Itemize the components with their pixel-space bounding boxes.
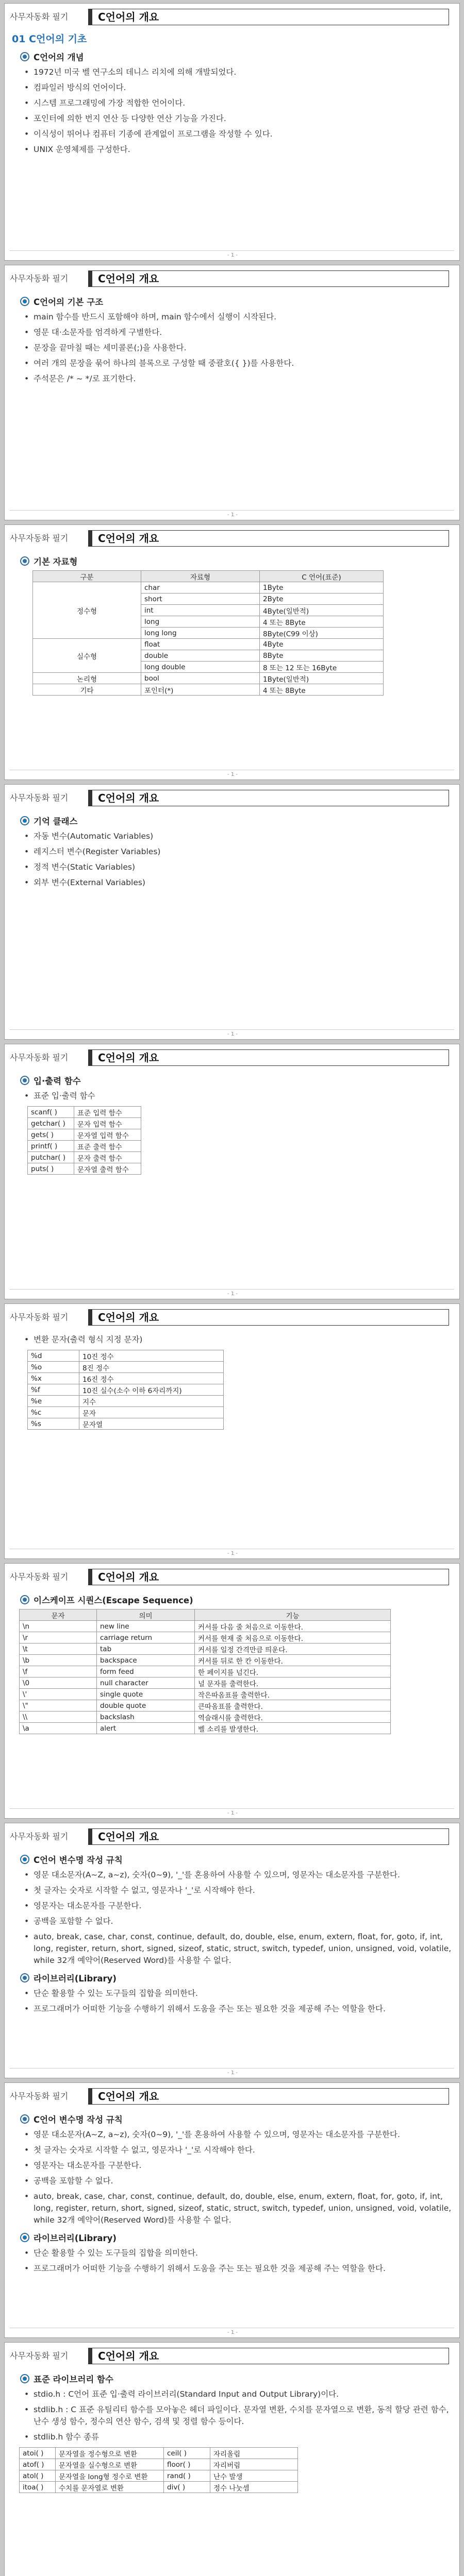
table-cell: 문자: [79, 1407, 224, 1418]
table-row: [20, 2482, 298, 2493]
table-row: [20, 2470, 298, 2482]
table-cell: carriage return: [97, 1632, 195, 1643]
table-cell: 8Byte: [260, 650, 384, 662]
table-row: [33, 684, 384, 696]
table-header-cell: 의미: [97, 1609, 195, 1621]
table-cell: char: [141, 582, 260, 594]
page-header: [5, 1569, 460, 1585]
page-9: [4, 2082, 460, 2338]
table-cell: 문자열을 실수형으로 변환: [56, 2459, 164, 2470]
page-2: [4, 265, 460, 520]
bullet-item: • 공백을 포함할 수 없다.: [12, 1916, 452, 1927]
header-subject: 사무자동화 필기: [10, 533, 69, 543]
footer-divider: [10, 2068, 454, 2069]
table-cell: \r: [20, 1632, 97, 1643]
header-title-box: [88, 1828, 449, 1845]
table-cell: 커서를 뒤로 한 칸 이동한다.: [195, 1655, 391, 1666]
table-header-cell: C 언어(표준): [260, 571, 384, 582]
target-bullet-icon: [20, 2374, 29, 2383]
bullet-item: • 단순 활용할 수 있는 도구들의 집합을 의미한다.: [12, 1988, 452, 1999]
bullet-item: • stdlib.h : C 표준 유틸리티 함수를 모아놓은 헤더 파일이다. 문자열 변환, 수치를 문자열으로 변환, 동적 할당 관련 함수, 난수 생성 함수, 정수의 연산 함수, 검색 및 정렬 함수 등이다.: [12, 2404, 452, 2428]
table-cell: div( ): [164, 2482, 210, 2493]
page-content: [12, 2108, 452, 2278]
bullet-item: • stdio.h : C언어 표준 입·출력 라이브러리(Standard Input and Output Library)이다.: [12, 2388, 452, 2400]
table-row: [28, 1362, 224, 1373]
table-cell: %o: [28, 1362, 79, 1373]
page-6: [4, 1303, 460, 1559]
section-title: 이스케이프 시퀀스(Escape Sequence): [34, 1596, 193, 1605]
page-number: - 1 -: [227, 1031, 238, 1037]
table-cell: %f: [28, 1384, 79, 1396]
table-row: [20, 1621, 391, 1632]
target-bullet-icon: [20, 1973, 29, 1982]
bullet-item: • auto, break, case, char, const, continue, default, do, double, else, enum, extern, float, for, goto, if, int, long, register, return, short, signed, sizeof, static, struct, switch, typedef, union, unsigned, void, volatile, while 32개 예약어(Reserved Word)를 사용할 수 없다.: [12, 1931, 452, 1967]
page-content: [12, 1329, 452, 1430]
table-cell: bool: [141, 673, 260, 684]
bullet-item: • 영문 대·소문자를 엄격하게 구별한다.: [12, 327, 452, 338]
table-cell: 작은따옴표를 출력한다.: [195, 1689, 391, 1700]
header-title-box: [88, 1569, 449, 1585]
table-cell: 문자열을 정수형으로 변환: [56, 2448, 164, 2459]
header-title: C언어의 개요: [98, 792, 159, 804]
bullet-item: • 주석문은 /* ~ */로 표기한다.: [12, 373, 452, 385]
table-cell: getchar( ): [28, 1118, 74, 1129]
table-cell: short: [141, 594, 260, 605]
table-cell: 16진 정수: [79, 1373, 224, 1384]
page-1: [4, 3, 460, 261]
header-title: C언어의 개요: [98, 11, 159, 23]
page-10: [4, 2342, 460, 2576]
table-cell: gets( ): [28, 1129, 74, 1141]
bullet-item: • 영문 대소문자(A~Z, a~z), 숫자(0~9), '_'를 혼용하여 사용할 수 있으며, 영문자는 대소문자를 구분한다.: [12, 1869, 452, 1881]
table-cell: 4 또는 8Byte: [260, 684, 384, 696]
bullet-item: • stdlib.h 함수 종류: [12, 2431, 452, 2443]
section-heading: [20, 2113, 452, 2125]
table-cell: 정수 나눗셈: [210, 2482, 298, 2493]
footer-divider: [10, 510, 454, 511]
table-row: [33, 673, 384, 684]
table-row: [20, 1711, 391, 1723]
table-cell: atof( ): [20, 2459, 56, 2470]
table-row: [28, 1373, 224, 1384]
bullet-item: • 공백을 포함할 수 없다.: [12, 2175, 452, 2187]
section-title: 기본 자료형: [34, 557, 78, 567]
table-cell: null character: [97, 1677, 195, 1689]
data-type-table: [32, 570, 384, 696]
page-content: [12, 290, 452, 388]
table-row: [20, 1655, 391, 1666]
table-cell: double: [141, 650, 260, 662]
table-cell: 지수: [79, 1396, 224, 1407]
target-bullet-icon: [20, 2233, 29, 2242]
header-title-box: [88, 9, 449, 25]
bullet-item: • 표준 입·출력 함수: [12, 1090, 452, 1102]
table-header-cell: 문자: [20, 1609, 97, 1621]
header-title-box: [88, 1049, 449, 1066]
table-cell: 4Byte(일반적): [260, 605, 384, 616]
header-title: C언어의 개요: [98, 1831, 159, 1843]
section-title: 기억 클래스: [34, 817, 78, 826]
page-header: [5, 2088, 460, 2105]
section-heading: [20, 295, 452, 308]
page-content: [12, 1588, 452, 1734]
header-title: C언어의 개요: [98, 2350, 159, 2362]
header-title: C언어의 개요: [98, 273, 159, 285]
table-cell: %s: [28, 1418, 79, 1430]
table-cell: 8진 정수: [79, 1362, 224, 1373]
table-cell: alert: [97, 1723, 195, 1734]
header-subject: 사무자동화 필기: [10, 2091, 69, 2101]
table-cell: tab: [97, 1643, 195, 1655]
header-subject: 사무자동화 필기: [10, 12, 69, 22]
table-row: [28, 1107, 141, 1118]
table-cell: 문자열 출력 함수: [74, 1163, 141, 1175]
table-cell: form feed: [97, 1666, 195, 1677]
table-cell: long double: [141, 662, 260, 673]
chapter-title: 01 C언어의 기초: [12, 33, 87, 45]
table-cell: long long: [141, 628, 260, 639]
section-heading: [20, 2231, 452, 2244]
section-heading: [20, 815, 452, 827]
bullet-item: • 정적 변수(Static Variables): [12, 861, 452, 873]
section-heading: [20, 1972, 452, 1984]
section-title: 표준 라이브러리 함수: [34, 2375, 113, 2384]
page-number: - 1 -: [227, 2330, 238, 2335]
header-subject: 사무자동화 필기: [10, 1053, 69, 1062]
table-cell: 역슬래시를 출력한다.: [195, 1711, 391, 1723]
table-cell: \f: [20, 1666, 97, 1677]
header-title-box: [88, 790, 449, 806]
bullet-item: • 프로그래머가 어떠한 기능을 수행하기 위해서 도움을 주는 또는 필요한 것을 제공해 주는 역할을 한다.: [12, 2003, 452, 2015]
table-row: [20, 2459, 298, 2470]
table-header-cell: 구분: [33, 571, 141, 582]
table-cell: double quote: [97, 1700, 195, 1711]
bullet-item: • 영문자는 대소문자를 구분한다.: [12, 1900, 452, 1912]
table-row: [33, 639, 384, 650]
table-cell: \a: [20, 1723, 97, 1734]
header-title: C언어의 개요: [98, 2090, 159, 2103]
bullet-item: • 문장을 끝마칠 때는 세미콜론(;)을 사용한다.: [12, 342, 452, 354]
table-cell: 문자열 입력 함수: [74, 1129, 141, 1141]
bullet-item: • 첫 글자는 숫자로 시작할 수 없고, 영문자나 '_'로 시작해야 한다.: [12, 2144, 452, 2156]
table-cell: ceil( ): [164, 2448, 210, 2459]
bullet-item: • 레지스터 변수(Register Variables): [12, 846, 452, 858]
table-row: [28, 1384, 224, 1396]
section-heading: [20, 1853, 452, 1866]
table-row: [20, 1689, 391, 1700]
table-cell: 문자열을 long형 정수로 변환: [56, 2470, 164, 2482]
table-cell: long: [141, 616, 260, 628]
table-cell: 표준 출력 함수: [74, 1141, 141, 1152]
table-row: [28, 1118, 141, 1129]
bullet-item: • 첫 글자는 숫자로 시작할 수 없고, 영문자나 '_'로 시작해야 한다.: [12, 1885, 452, 1896]
page-number: - 1 -: [227, 1810, 238, 1816]
section-title: C언어 변수명 작성 규칙: [34, 1855, 123, 1865]
page-7: [4, 1563, 460, 1819]
table-row: [28, 1129, 141, 1141]
bullet-item: • 컴파일러 방식의 언어이다.: [12, 82, 452, 94]
target-bullet-icon: [20, 816, 29, 825]
table-cell: \': [20, 1689, 97, 1700]
table-cell: %d: [28, 1350, 79, 1362]
header-subject: 사무자동화 필기: [10, 1572, 69, 1582]
table-cell: \b: [20, 1655, 97, 1666]
table-row: [33, 582, 384, 594]
section-heading: [20, 50, 452, 63]
target-bullet-icon: [20, 1076, 29, 1085]
table-cell: \t: [20, 1643, 97, 1655]
page-number: - 1 -: [227, 252, 238, 258]
bullet-item: • 포인터에 의한 번지 연산 등 다양한 연산 기능을 가진다.: [12, 113, 452, 125]
page-3: [4, 524, 460, 780]
bullet-item: • 영문 대소문자(A~Z, a~z), 숫자(0~9), '_'를 혼용하여 사용할 수 있으며, 영문자는 대소문자를 구분한다.: [12, 2129, 452, 2141]
table-cell: 커서를 현재 줄 처음으로 이동한다.: [195, 1632, 391, 1643]
table-cell: 포인터(*): [141, 684, 260, 696]
header-title: C언어의 개요: [98, 1052, 159, 1064]
footer-divider: [10, 1289, 454, 1290]
header-title-box: [88, 2088, 449, 2105]
table-cell: atol( ): [20, 2470, 56, 2482]
table-header-cell: 기능: [195, 1609, 391, 1621]
table-cell: printf( ): [28, 1141, 74, 1152]
table-cell: int: [141, 605, 260, 616]
bullet-item: • 영문자는 대소문자를 구분한다.: [12, 2160, 452, 2172]
table-cell: 난수 발생: [210, 2470, 298, 2482]
table-row: [28, 1396, 224, 1407]
section-heading: [20, 1074, 452, 1087]
table-row: [28, 1407, 224, 1418]
section-heading: [20, 2372, 452, 2385]
table-row: [20, 1700, 391, 1711]
table-cell: 1Byte: [260, 582, 384, 594]
page-header: [5, 270, 460, 287]
section-heading: [20, 555, 452, 567]
table-cell: putchar( ): [28, 1152, 74, 1163]
table-cell: \\: [20, 1711, 97, 1723]
page-header: [5, 790, 460, 806]
section-title: 라이브러리(Library): [34, 2233, 117, 2243]
section-title: 입·출력 함수: [34, 1076, 81, 1086]
header-subject: 사무자동화 필기: [10, 1312, 69, 1322]
table-cell: 벨 소리를 발생한다.: [195, 1723, 391, 1734]
group-cell: 기타: [33, 684, 141, 696]
table-cell: 문자 입력 함수: [74, 1118, 141, 1129]
page-number: - 1 -: [227, 2070, 238, 2076]
header-subject: 사무자동화 필기: [10, 793, 69, 803]
bullet-item: • 시스템 프로그래밍에 가장 적합한 언어이다.: [12, 97, 452, 109]
table-row: [20, 1666, 391, 1677]
table-cell: 8 또는 12 또는 16Byte: [260, 662, 384, 673]
table-cell: 8Byte(C99 이상): [260, 628, 384, 639]
table-cell: 커서를 일정 간격만큼 띄운다.: [195, 1643, 391, 1655]
table-cell: %e: [28, 1396, 79, 1407]
table-cell: 1Byte(일반적): [260, 673, 384, 684]
target-bullet-icon: [20, 52, 29, 61]
header-title-box: [88, 2348, 449, 2364]
page-content: [12, 809, 452, 892]
table-cell: floor( ): [164, 2459, 210, 2470]
table-cell: %c: [28, 1407, 79, 1418]
page-number: - 1 -: [227, 1291, 238, 1297]
bullet-item: • 자동 변수(Automatic Variables): [12, 831, 452, 842]
table-row: [20, 1643, 391, 1655]
header-title-box: [88, 530, 449, 547]
table-cell: 문자 출력 함수: [74, 1152, 141, 1163]
table-cell: 10진 정수: [79, 1350, 224, 1362]
target-bullet-icon: [20, 297, 29, 306]
page-content: [12, 1069, 452, 1175]
table-cell: atoi( ): [20, 2448, 56, 2459]
page-5: [4, 1044, 460, 1299]
table-header-row: [33, 571, 384, 582]
page-number: - 1 -: [227, 512, 238, 518]
bullet-item: • main 함수를 반드시 포함해야 하며, main 함수에서 실행이 시작된다.: [12, 311, 452, 323]
table-cell: 2Byte: [260, 594, 384, 605]
table-cell: 널 문자를 출력한다.: [195, 1677, 391, 1689]
table-cell: 수치를 문자열로 변환: [56, 2482, 164, 2493]
table-cell: 4Byte: [260, 639, 384, 650]
header-title: C언어의 개요: [98, 1571, 159, 1583]
page-header: [5, 1828, 460, 1845]
table-cell: new line: [97, 1621, 195, 1632]
footer-divider: [10, 1029, 454, 1030]
bullet-item: • 단순 활용할 수 있는 도구들의 집합을 의미한다.: [12, 2247, 452, 2259]
target-bullet-icon: [20, 556, 29, 566]
table-cell: itoa( ): [20, 2482, 56, 2493]
bullet-item: • 1972년 미국 벨 연구소의 데니스 리치에 의해 개발되었다.: [12, 66, 452, 78]
data-table: [19, 2447, 298, 2493]
page-number: - 1 -: [227, 772, 238, 777]
header-title: C언어의 개요: [98, 1311, 159, 1324]
section-title: C언어 변수명 작성 규칙: [34, 2115, 123, 2125]
table-cell: backslash: [97, 1711, 195, 1723]
bullet-item: • auto, break, case, char, const, continue, default, do, double, else, enum, extern, float, for, goto, if, int, long, register, return, short, signed, sizeof, static, struct, switch, typedef, union, unsigned, void, volatile, while 32개 예약어(Reserved Word)를 사용할 수 없다.: [12, 2191, 452, 2226]
group-cell: 정수형: [33, 582, 141, 639]
table-row: [28, 1350, 224, 1362]
table-cell: %x: [28, 1373, 79, 1384]
table-cell: 10진 실수(소수 이하 6자리까지): [79, 1384, 224, 1396]
page-content: [12, 28, 452, 159]
section-title: 라이브러리(Library): [34, 1974, 117, 1984]
page-8: [4, 1823, 460, 2078]
group-cell: 실수형: [33, 639, 141, 673]
data-table: [27, 1106, 141, 1175]
table-row: [28, 1152, 141, 1163]
table-cell: backspace: [97, 1655, 195, 1666]
table-row: [20, 1723, 391, 1734]
table-header-row: [20, 1609, 391, 1621]
page-header: [5, 1309, 460, 1326]
table-row: [20, 1632, 391, 1643]
data-table: [27, 1350, 224, 1430]
page-4: [4, 784, 460, 1040]
footer-divider: [10, 1808, 454, 1809]
target-bullet-icon: [20, 1595, 29, 1604]
header-title-box: [88, 270, 449, 287]
bullet-item: • 프로그래머가 어떠한 기능을 수행하기 위해서 도움을 주는 또는 필요한 것을 제공해 주는 역할을 한다.: [12, 2263, 452, 2275]
table-row: [28, 1418, 224, 1430]
table-cell: \0: [20, 1677, 97, 1689]
table-cell: scanf( ): [28, 1107, 74, 1118]
header-title-box: [88, 1309, 449, 1326]
header-subject: 사무자동화 필기: [10, 274, 69, 283]
page-content: [12, 550, 452, 696]
target-bullet-icon: [20, 2114, 29, 2124]
bullet-item: • 변환 문자(출력 형식 지정 문자): [12, 1334, 452, 1346]
header-subject: 사무자동화 필기: [10, 2351, 69, 2361]
table-cell: \": [20, 1700, 97, 1711]
header-subject: 사무자동화 필기: [10, 1832, 69, 1841]
section-heading: [20, 1594, 452, 1606]
table-cell: 자리버림: [210, 2459, 298, 2470]
section-title: C언어의 개념: [34, 53, 84, 62]
page-content: [12, 1848, 452, 2019]
table-row: [28, 1141, 141, 1152]
table-cell: 큰따옴표를 출력한다.: [195, 1700, 391, 1711]
bullet-item: • 이식성이 뛰어나 컴퓨터 기종에 관계없이 프로그램을 작성할 수 있다.: [12, 128, 452, 140]
table-cell: puts( ): [28, 1163, 74, 1175]
table-cell: 한 페이지를 넘긴다.: [195, 1666, 391, 1677]
header-title: C언어의 개요: [98, 532, 159, 545]
bullet-item: • UNIX 운영체제를 구성한다.: [12, 144, 452, 156]
group-cell: 논리형: [33, 673, 141, 684]
table-row: [28, 1163, 141, 1175]
table-header-cell: 자료형: [141, 571, 260, 582]
page-number: - 1 -: [227, 1551, 238, 1556]
escape-table: [19, 1609, 391, 1734]
footer-divider: [10, 250, 454, 251]
page-content: [12, 2367, 452, 2493]
page-header: [5, 9, 460, 25]
table-cell: 문자열: [79, 1418, 224, 1430]
table-cell: 표준 입력 함수: [74, 1107, 141, 1118]
table-cell: 커서를 다음 줄 처음으로 이동한다.: [195, 1621, 391, 1632]
table-row: [20, 2448, 298, 2459]
table-cell: 4 또는 8Byte: [260, 616, 384, 628]
table-cell: single quote: [97, 1689, 195, 1700]
page-header: [5, 530, 460, 547]
bullet-item: • 여러 개의 문장을 묶어 하나의 블록으로 구성할 때 중괄호({ })를 사용한다.: [12, 358, 452, 369]
page-header: [5, 2348, 460, 2364]
table-cell: 자리올림: [210, 2448, 298, 2459]
target-bullet-icon: [20, 1855, 29, 1864]
table-cell: float: [141, 639, 260, 650]
table-cell: rand( ): [164, 2470, 210, 2482]
table-cell: \n: [20, 1621, 97, 1632]
page-header: [5, 1049, 460, 1066]
section-title: C언어의 기본 구조: [34, 297, 104, 307]
table-row: [20, 1677, 391, 1689]
bullet-item: • 외부 변수(External Variables): [12, 877, 452, 889]
